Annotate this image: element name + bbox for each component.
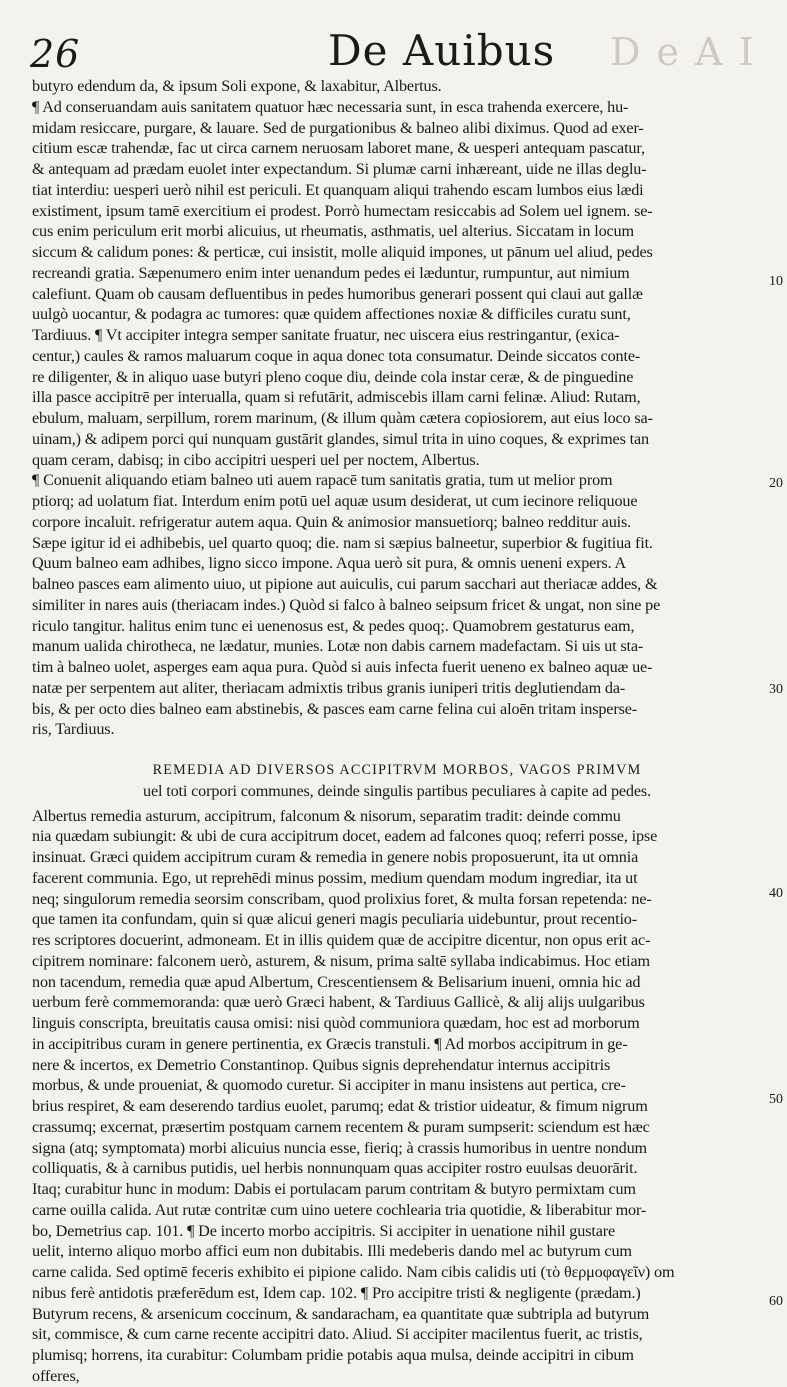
running-title: De Auibus <box>328 26 556 75</box>
text-line: crassumq; excernat, præsertim postquam carnem recentem & puram sumpserit: sciendum est hæc <box>32 1117 650 1136</box>
text-line: re diligenter, & in aliquo uase butyri pleno coque diu, deinde cola instar ceræ, & de pinguedine <box>32 367 634 386</box>
text-line: linguis conscripta, breuitatis causa omisi: nisi quòd communiora quædam, hoc est ad morborum <box>32 1014 640 1032</box>
text-line: siccum & calidum pones: & perticæ, cui insistit, molle aliquid impones, ut pānum uel aliud, pedes <box>32 243 653 261</box>
text-line: nia quædam subiungit: & ubi de cura accipitrum docet, eadem ad falcones quoq; referri posse, ipse <box>32 827 658 846</box>
text-line: similiter in nares auis (theriacam indes.) Quòd si falco à balneo seipsum fricet & ungat, non sine pe <box>32 595 661 614</box>
text-line: nere & incertos, ex Demetrio Constantinop. Quibus signis deprehendatur internus accipitris <box>32 1055 611 1074</box>
text-line: uinam,) & adipem porci qui nunquam gustārit glandes, simul trita in uino coques, & exprimes tan <box>32 429 649 448</box>
text-line: carne calida. Sed optimē feceris exhibito ei pipione calido. Nam cibis calidis uti (τὸ θερμοφαγεῖν) om <box>32 1263 675 1281</box>
page-number: 26 <box>30 32 81 76</box>
text-line: tiat interdiu: uesperi uerò nihil est periculi. Et quanquam aliqui trahendo escam lumbos eius lædi <box>32 180 644 199</box>
text-line: uelit, interno aliquo morbo affici eum non dubitabis. Illi medeberis dando mel ac butyrum cum <box>32 1242 632 1261</box>
text-line: corpore incaluit. refrigeratur autem aqua. Quin & animosior mansuetiorq; balneo redditur auis. <box>32 512 632 531</box>
section-heading: REMEDIA AD DIVERSOS ACCIPITRVM MORBOS, VAGOS PRIMVM <box>152 762 642 778</box>
text-line: Albertus remedia asturum, accipitrum, falconum & nisorum, separatim tradit: deinde commu <box>32 806 621 825</box>
text-line: facerent communia. Ego, ut reprehēdi minus possim, medium quendam modum ingrediar, ita ut <box>32 868 638 887</box>
text-line: Sæpe igitur id ei adhibebis, uel quarto quoq; die. nam si sæpius balneetur, superbior & fugitiua fit. <box>32 533 653 552</box>
text-line: morbus, & unde proueniat, & quomodo curetur. Si accipiter in manu insistens aut pertica, cre- <box>32 1076 626 1095</box>
margin-number: 10 <box>769 274 783 289</box>
text-line: riculo tangitur. halitus enim tunc ei uenenosus est, & pedes quoq;. Quamobrem gestaturus eam, <box>32 616 635 635</box>
text-line: in accipitribus curam in genere pertinentia, ex Græcis transtuli. ¶ Ad morbos accipitrum in ge- <box>32 1034 628 1053</box>
text-line: Itaq; curabitur hunc in modum: Dabis ei portulacam parum contritam & butyro permixtam cum <box>32 1180 636 1198</box>
text-line: & antequam ad prædam euolet inter expectandum. Si plumæ carni inhæreant, uide ne illas deglu- <box>32 160 647 178</box>
paragraph-block-2 <box>32 806 762 1387</box>
text-line: ebulum, maluam, serpillum, rorem marinum, (& illum quàm cætera copiosiorem, aut eius loco sa- <box>32 409 653 427</box>
text-line: calefiunt. Quam ob causam defluentibus in pedes humoribus generari possent qui claui aut gallæ <box>32 284 643 303</box>
text-line: butyro edendum da, & ipsum Soli expone, & laxabitur, Albertus. <box>32 77 442 95</box>
text-line: tim à balneo uolet, asperges eam aqua pura. Quòd si auis infecta fuerit ueneno ex balneo aquæ ue- <box>32 658 653 676</box>
text-line: existiment, ipsum tamē exercitium ei prodest. Porrò humectam resiccabis ad Solem uel ignem. se- <box>32 201 653 220</box>
text-line: ¶ Ad conseruandam auis sanitatem quatuor hæc necessaria sunt, in esca trahenda exercere, hu- <box>32 97 629 116</box>
text-line: signa (atq; symptomata) morbi alicuius nuncia esse, fieriq; à crassis humoribus in uentre nondum <box>32 1138 647 1157</box>
text-line: neq; singulorum remedia seorsim conscribam, quod prolixius foret, & multa forsan repetenda: ne- <box>32 889 652 908</box>
bleed-through-title: D e A I <box>610 30 756 74</box>
section-subheading: uel toti corpori communes, deinde singulis partibus peculiares à capite ad pedes. <box>143 781 651 800</box>
text-line: uerbum ferè commemoranda: quæ uerò Græci habent, & Tardiuus Gallicè, & alij alijs uulgaribus <box>32 993 645 1012</box>
text-line: sit, commisce, & cum carne recente accipitri dato. Aliud. Si accipiter macilentus fuerit, ac tristis, <box>32 1325 643 1344</box>
text-line: bis, & per octo dies balneo eam abstinebis, & pasces eam carne felina cui aloēn tritam insperse- <box>32 699 638 718</box>
body-text <box>32 76 762 1387</box>
text-line: cipitrem nominare: falconem uerò, asturem, & nisum, prima saltē syllaba indicabimus. Hoc etiam <box>32 951 650 970</box>
margin-number: 20 <box>769 476 783 491</box>
text-line: quam ceram, dabisq; in cibo accipitri uesperi uel per noctem, Albertus. <box>32 450 480 469</box>
text-line: illa pasce accipitrē per interualla, quam si refutārit, admiscebis illam carni felinæ. Aliud: Rutam, <box>32 388 641 407</box>
text-line: nibus ferè antidotis præferēdum est, Idem cap. 102. ¶ Pro accipitre tristi & negligente (prædam.) <box>32 1283 641 1302</box>
text-line: midam resiccare, purgare, & lauare. Sed de purgationibus & balneo alibi diximus. Quod ad exer- <box>32 118 644 137</box>
text-line: res scriptores docuerint, admoneam. Et in illis quidem quæ de accipitre dicentur, non opus erit ac- <box>32 931 651 949</box>
text-line: citium escæ trahendæ, fac ut circa carnem neruosam laboret mane, & uesperi antequam pascatur, <box>32 139 645 158</box>
text-line: Quum balneo eam adhibes, ligno sicco impone. Aqua uerò sit pura, & omnis ueneni expers. A <box>32 554 627 573</box>
text-line: uulgò uocantur, & podagra ac tumores: quæ quidem affectiones noxiæ & difficiles curatu sunt, <box>32 305 631 324</box>
text-line: bo, Demetrius cap. 101. ¶ De incerto morbo accipitris. Si accipiter in uenatione nihil gustare <box>32 1221 616 1240</box>
text-line: colliquatis, & à carnibus putidis, uel herbis nonnunquam quas accipiter rostro euulsas deuorārit. <box>32 1159 638 1178</box>
text-line: ptiorq; ad uolatum fiat. Interdum enim potū uel aquæ usum desiderat, ut cum iecinore reliquoue <box>32 492 638 510</box>
text-line: cus enim periculum erit morbi alicuius, ut rheumatis, asthmatis, uel alterius. Siccatam in locum <box>32 222 634 241</box>
margin-number: 50 <box>769 1092 783 1107</box>
text-line: que tamen ita confundam, quin si quæ alicui generi magis peculiaria uidebuntur, prout recentio- <box>32 910 637 929</box>
text-line: ris, Tardiuus. <box>32 720 115 739</box>
text-line: balneo pasces eam alimento uiuo, ut pipione aut auiculis, cui parum sacchari aut theriacæ addes, & <box>32 575 658 593</box>
text-line: insinuat. Græci quidem accipitrum curam & remedia in genere nobis proposuerunt, ita ut omnia <box>32 848 639 866</box>
text-line: manum ualida chirotheca, ne lædatur, munies. Lotæ non dabis carnem madefactam. Si uis ut sta- <box>32 637 644 656</box>
margin-number: 30 <box>769 682 783 697</box>
text-line: offeres, <box>32 1366 80 1385</box>
text-line: Tardiuus. ¶ Vt accipiter integra semper sanitate fruatur, nec uiscera eius restringantur, (exica- <box>32 326 620 344</box>
page-header <box>30 26 770 82</box>
text-line: centur,) caules & ramos maluarum coque in aqua donec tota consumatur. Deinde siccatos conte- <box>32 346 641 365</box>
text-line: brius respiret, & eam deserendo tardius euolet, parumq; edat & tristior uideatur, & fimum nigrum <box>32 1097 648 1115</box>
paragraph-block-1 <box>32 76 762 740</box>
text-line: recreandi gratia. Sæpenumero enim inter uenandum pedes ei læduntur, rumpuntur, aut nimium <box>32 263 630 282</box>
text-line: non tacendum, remedia quæ apud Albertum, Crescentiensem & Belisarium inueni, omnia hic ad <box>32 972 641 991</box>
margin-number: 40 <box>769 886 783 901</box>
text-line: ¶ Conuenit aliquando etiam balneo uti auem rapacē tum sanitatis gratia, tum ut melior prom <box>32 471 613 490</box>
text-line: plumisq; horrens, ita curabitur: Columbam pridie potabis aqua mulsa, deinde accipitri in cibum <box>32 1346 634 1364</box>
text-line: Butyrum recens, & arsenicum coccinum, & sandaracham, ea quantitate quæ subtripla ad butyrum <box>32 1304 650 1323</box>
margin-number: 60 <box>769 1294 783 1309</box>
text-line: natæ per serpentem aut aliter, theriacam admixtis tribus granis iuniperi tritis deglutiendam da- <box>32 678 626 697</box>
text-line: carne ouilla calida. Aut rutæ contritæ cum uino uetere cochlearia tria quotidie, & liberabitur mor- <box>32 1200 647 1219</box>
